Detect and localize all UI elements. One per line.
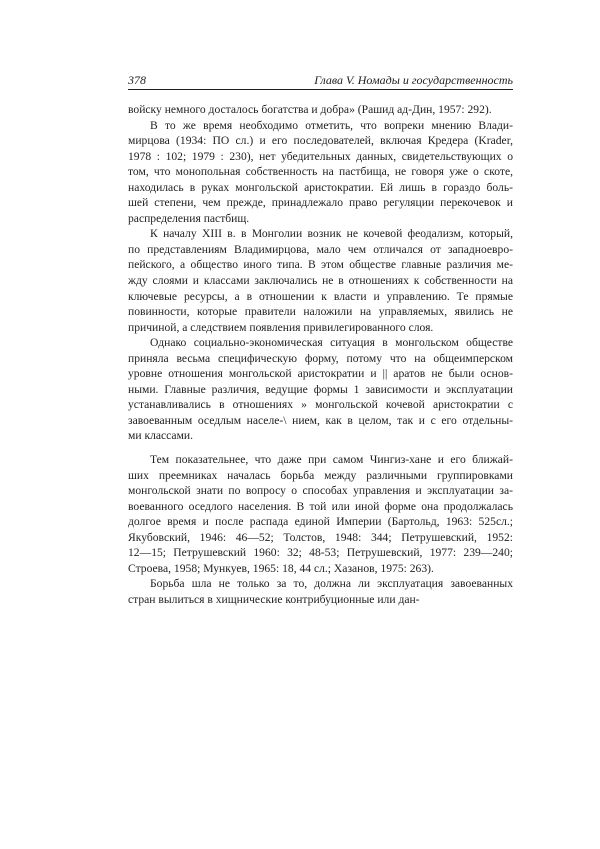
text-line: распределения пастбищ. [128,211,250,225]
text-line: 12—15; Петрушевский 1960: 32; 48-53; Петрушевский, 1977: 239—240; [128,546,513,560]
text-line: причиной, а следствием появления привилегированного слоя. [128,320,434,334]
paragraph-gap [128,444,513,452]
text-line: воеванного оседлого населения. В той или иной форме она продолжалась [128,499,513,513]
paragraph [128,102,513,118]
text-line: Борьба шла не только за то, должна ли эксплуатация завоеванных [150,577,513,591]
text-line: находилась в руках монгольской аристократии. Ей лишь в гораздо боль- [128,180,513,194]
text-line: К началу XIII в. в Монголии возник не кочевой феодализм, который, [150,227,513,241]
text-line: ших преемниках началась борьба между различными группировками [128,468,513,482]
text-line: шей степени, чем прежде, принадлежало право регуляции перекочевок и [128,196,513,210]
text-line: уровне отношения монгольской аристократии и || аратов не были основ- [128,367,513,381]
text-line: стран вылиться в хищнические контрибуционные или дан- [128,592,420,606]
text-line: ключевые ресурсы, а в отношении к власти и управлению. Те прямые [128,289,513,303]
text-line: Строева, 1958; Мункуев, 1965: 18, 44 сл.; Хазанов, 1975: 263). [128,561,434,575]
running-header [128,72,513,88]
text-line: войску немного досталось богатства и добра» (Рашид ад-Дин, 1957: 292). [128,103,492,116]
text-line: монгольской знати по вопросу о способах управления и эксплуатации за- [128,484,513,498]
text-line: ными. Главные различия, ведущие формы 1 зависимости и эксплуатации [128,382,513,396]
text-line: жду слоями и классами заключались не в отношениях к собственности на [128,274,513,288]
text-line: по представлениям Владимирцова, мало чем отличался от западноевро- [128,242,513,256]
paragraph [128,452,513,576]
running-title: Глава V. Номады и государственность [314,73,513,87]
text-line: Якубовский, 1946: 46—52; Толстов, 1948: 344; Петрушевский, 1952: [128,530,513,544]
paragraph [128,335,513,444]
paragraph [128,118,513,227]
header-rule [128,89,513,90]
text-line: устанавливались в отношениях » монгольской кочевой аристократии с [128,398,513,412]
text-line: Однако социально-экономическая ситуация в монгольском обществе [150,336,513,350]
paragraph [128,226,513,335]
text-line: завоеванным оседлым населе-\ нием, как в целом, так и с его отдельны- [128,413,513,427]
text-line: пейского, а общество иного типа. В этом обществе главные различия ме- [128,258,513,272]
text-line: ми классами. [128,429,194,443]
paragraph [128,576,513,607]
text-line: долгое время и после распада единой Империи (Бартольд, 1963: 525сл.; [128,515,513,529]
text-line: том, что монопольная собственность на пастбища, не говоря уже о скоте, [128,165,513,179]
body-text [128,102,513,608]
page-number: 378 [128,73,146,87]
text-line: мирцова (1934: ПО сл.) и его последователей, включая Кредера (Krader, [128,134,513,148]
text-line: повинности, которые правители наложили на управляемых, явились не [128,305,513,319]
text-line: 1978 : 102; 1979 : 230), нет убедительных данных, свидетельствующих о [128,149,513,163]
text-line: Тем показательнее, что даже при самом Чингиз-хане и его ближай- [150,453,513,467]
text-line: приняла весьма специфическую форму, потому что на общеимперском [128,351,513,365]
text-line: В то же время необходимо отметить, что вопреки мнению Влади- [150,118,513,132]
